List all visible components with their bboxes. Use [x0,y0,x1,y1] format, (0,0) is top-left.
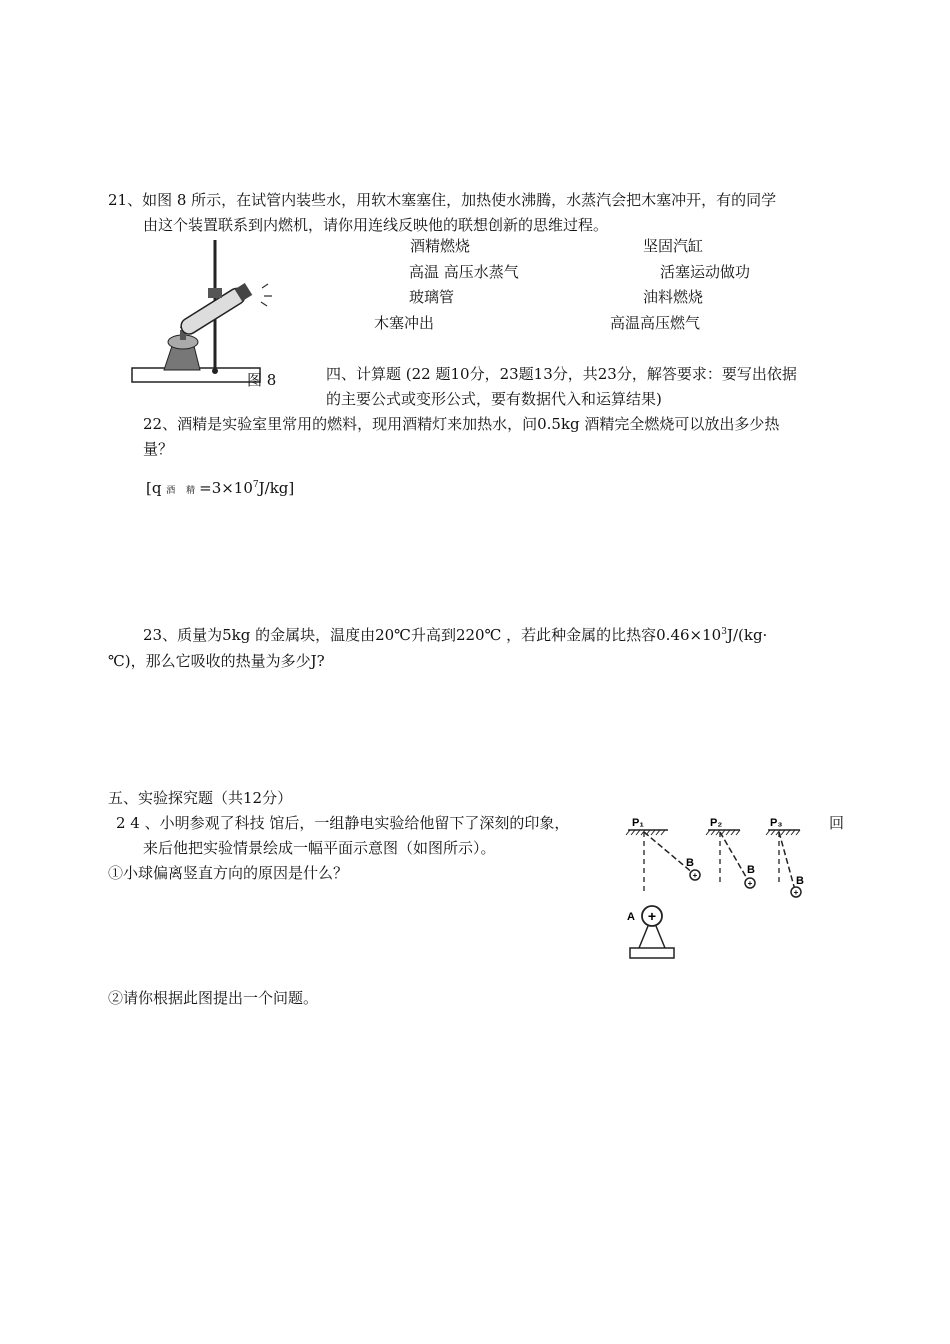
q22-line1: 22、酒精是实验室里常用的燃料，现用酒精灯来加热水，问0.5kg 酒精完全燃烧可以放出多少热 [143,415,780,433]
q24-line1: 2 4 、小明参观了科技 馆后，一组静电实验给他留下了深刻的印象， [116,814,570,832]
q23-line1: 23、质量为5kg 的金属块，温度由20℃升高到220℃ ，若此种金属的比热容$0.46\times 10^3J/(kg\cdot$ [143,626,768,644]
section5-title: 五、实验探究题（共12分） [108,789,293,807]
label-p1: P₁ [632,817,644,829]
left-term-4[interactable]: 木塞冲出 [374,314,435,332]
q24-line2: 来后他把实验情景绘成一幅平面示意图（如图所示）。 [143,839,496,857]
q21-line1: 21、如图 8 所示，在试管内装些水，用软木塞塞住，加热使水沸腾，水蒸汽会把木塞冲开，有的同学 [108,191,777,209]
label-p3: P₃ [770,817,783,829]
left-term-3[interactable]: 玻璃管 [409,288,455,306]
label-b2: B [747,864,755,876]
section4-header-line2: 的主要公式或变形公式，要有数据代入和运算结果) [326,390,662,408]
figure-8-caption: 图 8 [247,371,277,389]
left-term-1[interactable]: 酒精燃烧 [410,237,471,255]
svg-text:+: + [793,888,799,897]
left-term-2[interactable]: 高温 高压水蒸气 [409,263,519,281]
label-b1: B [686,857,694,869]
figure-8-apparatus [128,238,278,390]
section4-header-line1: 四、计算题 (22 题10分，23题13分，共23分，解答要求：要写出依据 [326,365,797,383]
right-term-2[interactable]: 活塞运动做功 [660,263,751,281]
q22-formula: [q 酒 精$=3\times 10^7J/kg$] [146,479,295,497]
label-b3: B [796,875,804,887]
q24-line1-end: 回 [829,814,845,832]
q24-sub2: ②请你根据此图提出一个问题。 [108,989,319,1007]
right-term-1[interactable]: 坚固汽缸 [643,237,704,255]
label-p2: P₂ [710,817,723,829]
right-term-3[interactable]: 油料燃烧 [643,288,704,306]
q21-line2: 由这个装置联系到内燃机，请你用连线反映他的联想创新的思维过程。 [143,216,609,234]
q24-sub1: ①小球偏离竖直方向的原因是什么？ [108,864,349,882]
svg-text:+: + [747,879,753,888]
label-a: A [627,911,635,923]
svg-text:+: + [692,871,698,880]
q22-line2: 量？ [143,440,174,458]
q23-line2: ℃)，那么它吸收的热量为多少J? [108,652,325,670]
electrostatics-figure [622,812,814,964]
svg-text:+: + [647,908,657,924]
right-term-4[interactable]: 高温高压燃气 [610,314,701,332]
